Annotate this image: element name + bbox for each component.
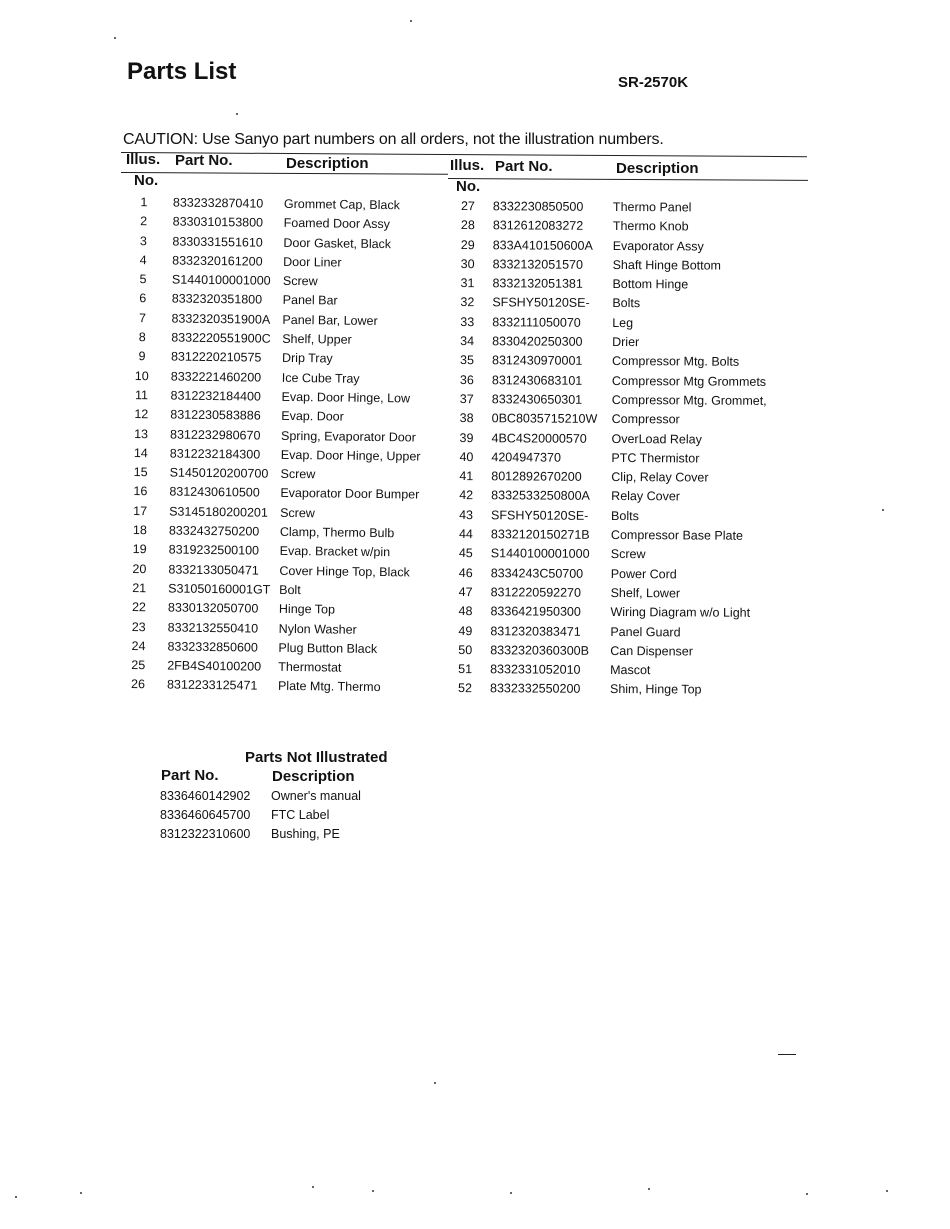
right-parts-list bbox=[452, 199, 767, 701]
part-number: 8336460645700 bbox=[160, 808, 251, 822]
illus-number: 25 bbox=[131, 658, 146, 673]
part-number: 0BC8035715210W bbox=[491, 411, 598, 427]
part-number: 8332120150271B bbox=[490, 527, 590, 542]
part-number: 8330420250300 bbox=[492, 334, 583, 349]
scan-speck bbox=[236, 113, 238, 115]
part-number: 8332132051570 bbox=[492, 257, 584, 272]
illus-number: 38 bbox=[459, 411, 474, 426]
part-description: Door Gasket, Black bbox=[283, 235, 392, 251]
illus-number: 20 bbox=[132, 561, 147, 576]
right-part-no-header: Part No. bbox=[495, 158, 553, 175]
scan-speck bbox=[312, 1186, 314, 1188]
part-description: Bushing, PE bbox=[271, 827, 340, 841]
scan-speck bbox=[410, 20, 412, 22]
part-number: 4BC4S20000570 bbox=[491, 430, 587, 446]
part-number: 8336460142902 bbox=[160, 789, 251, 803]
illus-number: 17 bbox=[133, 503, 148, 518]
scan-speck bbox=[886, 1190, 888, 1192]
part-description: Grommet Cap, Black bbox=[283, 196, 400, 213]
part-description: Hinge Top bbox=[278, 602, 336, 617]
part-description: Owner's manual bbox=[271, 789, 361, 803]
part-description: Screw bbox=[610, 547, 646, 562]
part-description: Relay Cover bbox=[611, 489, 681, 504]
right-illus-header: Illus. bbox=[450, 157, 485, 174]
part-description: Compressor Mtg. Bolts bbox=[611, 354, 740, 370]
part-description: Evap. Door bbox=[281, 409, 344, 424]
illus-number: 3 bbox=[139, 233, 147, 248]
part-description: Door Liner bbox=[283, 254, 342, 270]
part-number: 8312230583886 bbox=[170, 407, 261, 423]
part-description: Bolts bbox=[611, 508, 639, 523]
part-number: 8312322310600 bbox=[160, 827, 251, 841]
part-number: 2FB4S40100200 bbox=[167, 658, 262, 674]
part-description: OverLoad Relay bbox=[611, 431, 702, 447]
illus-number: 43 bbox=[459, 507, 474, 522]
part-number: S3145180200201 bbox=[169, 504, 268, 520]
part-number: 8332133050471 bbox=[168, 562, 259, 578]
scan-speck bbox=[882, 509, 884, 511]
illus-number: 11 bbox=[134, 388, 149, 403]
illus-number: 46 bbox=[458, 565, 473, 580]
part-number: 8319232500100 bbox=[168, 542, 260, 558]
illus-number: 23 bbox=[131, 619, 146, 634]
scan-speck bbox=[80, 1192, 82, 1194]
part-number: 8332320351800 bbox=[171, 291, 263, 308]
part-description: Shaft Hinge Bottom bbox=[612, 257, 722, 273]
part-description: Thermostat bbox=[278, 659, 342, 675]
illus-number: 12 bbox=[134, 407, 149, 422]
illus-number: 30 bbox=[460, 256, 475, 272]
part-description: Evaporator Assy bbox=[612, 238, 704, 254]
part-description: Ice Cube Tray bbox=[281, 370, 360, 386]
part-number: 8334243C50700 bbox=[490, 565, 584, 581]
part-number: SFSHY50120SE- bbox=[491, 507, 589, 523]
part-description: Screw bbox=[280, 505, 315, 521]
illus-number: 15 bbox=[133, 465, 148, 480]
left-no-header: No. bbox=[134, 172, 159, 189]
illus-number: 1 bbox=[140, 195, 148, 210]
part-description: Compressor Mtg. Grommet, bbox=[611, 392, 767, 408]
illus-number: 44 bbox=[458, 527, 473, 542]
scan-speck bbox=[114, 37, 116, 39]
part-number: 833A410150600A bbox=[492, 237, 593, 253]
part-description: Plug Button Black bbox=[278, 640, 378, 656]
part-number: 8312233125471 bbox=[166, 677, 258, 694]
part-number: 8312612083272 bbox=[492, 218, 584, 234]
part-description: Compressor bbox=[611, 412, 680, 427]
illus-number: 6 bbox=[139, 291, 147, 306]
part-number: 4204947370 bbox=[491, 450, 561, 465]
part-number: 8330310153800 bbox=[172, 214, 264, 230]
part-description: Thermo Knob bbox=[612, 219, 689, 234]
illus-number: 31 bbox=[460, 276, 475, 291]
part-number: 8330132050700 bbox=[167, 600, 259, 616]
part-description: PTC Thermistor bbox=[611, 450, 700, 466]
illus-number: 45 bbox=[458, 546, 473, 561]
illus-number: 14 bbox=[133, 445, 148, 461]
illus-number: 29 bbox=[460, 237, 475, 252]
illus-number: 19 bbox=[132, 542, 147, 557]
scan-speck bbox=[15, 1196, 17, 1198]
part-description: Plate Mtg. Thermo bbox=[277, 679, 381, 695]
left-illus-header: Illus. bbox=[126, 151, 161, 168]
left-parts-list bbox=[125, 195, 421, 697]
illus-number: 9 bbox=[138, 349, 146, 364]
part-number: 8312320383471 bbox=[490, 623, 581, 639]
scan-speck bbox=[434, 1082, 436, 1084]
part-number: 8332332850600 bbox=[167, 639, 258, 655]
part-number: SFSHY50120SE- bbox=[492, 295, 590, 311]
scan-speck bbox=[806, 1193, 808, 1195]
part-number: 8332332870410 bbox=[172, 195, 264, 211]
part-description: Bolts bbox=[612, 296, 641, 311]
part-description: Nylon Washer bbox=[278, 621, 357, 637]
part-description: Panel Bar bbox=[282, 293, 338, 309]
illus-number: 27 bbox=[460, 199, 475, 214]
part-number: 8312430683101 bbox=[491, 372, 583, 388]
part-description: Foamed Door Assy bbox=[283, 216, 391, 232]
part-description: Panel Guard bbox=[610, 624, 681, 639]
part-number: 8332221460200 bbox=[170, 369, 262, 385]
part-description: Wiring Diagram w/o Light bbox=[610, 605, 751, 621]
part-number: 8336421950300 bbox=[490, 604, 581, 620]
illus-number: 50 bbox=[458, 642, 473, 657]
illus-number: 39 bbox=[459, 430, 474, 445]
model-number: SR-2570K bbox=[618, 74, 689, 91]
part-number: S1440100001000 bbox=[171, 272, 271, 288]
not-illustrated-part-no-header: Part No. bbox=[161, 767, 219, 784]
illus-number: 8 bbox=[138, 330, 146, 345]
part-description: Panel Bar, Lower bbox=[282, 312, 378, 328]
right-no-header: No. bbox=[456, 178, 481, 195]
part-number: 8012892670200 bbox=[491, 469, 582, 484]
illus-number: 32 bbox=[460, 295, 475, 310]
part-number: 8332132051381 bbox=[492, 276, 583, 291]
part-description: Clamp, Thermo Bulb bbox=[279, 524, 395, 541]
page-title: Parts List bbox=[127, 58, 237, 85]
part-number: 8332332550200 bbox=[489, 681, 581, 697]
part-description: Clip, Relay Cover bbox=[611, 470, 709, 485]
part-number: 8332533250800A bbox=[491, 488, 590, 504]
header-rule-right bbox=[448, 178, 808, 181]
part-number: 8312220210575 bbox=[170, 349, 262, 365]
illus-number: 13 bbox=[134, 426, 149, 441]
caution-note: CAUTION: Use Sanyo part numbers on all orders, not the illustration numbers. bbox=[123, 131, 664, 148]
part-number: 8332230850500 bbox=[492, 199, 584, 214]
part-number: 8332331052010 bbox=[490, 662, 581, 677]
part-description: Shelf, Upper bbox=[282, 331, 352, 347]
part-description: Mascot bbox=[610, 663, 651, 678]
illus-number: 18 bbox=[132, 523, 147, 538]
part-description: Evap. Door Hinge, Low bbox=[281, 389, 411, 406]
part-number: 8332320161200 bbox=[172, 253, 263, 269]
part-description: Can Dispenser bbox=[610, 643, 693, 659]
illus-number: 49 bbox=[458, 623, 473, 638]
part-description: Evap. Door Hinge, Upper bbox=[280, 447, 421, 464]
part-description: Compressor Base Plate bbox=[610, 528, 744, 543]
part-number: 8312232184300 bbox=[169, 446, 261, 462]
part-number: 8332430650301 bbox=[491, 392, 583, 407]
part-description: Spring, Evaporator Door bbox=[280, 428, 416, 445]
part-number: 8312232980670 bbox=[169, 427, 261, 443]
illus-number: 7 bbox=[138, 310, 147, 325]
part-description: Bottom Hinge bbox=[612, 277, 689, 292]
illus-number: 2 bbox=[140, 214, 148, 229]
illus-number: 51 bbox=[458, 662, 473, 677]
part-number: 8312430610500 bbox=[169, 484, 260, 501]
part-number: 8312232184400 bbox=[170, 388, 262, 404]
right-description-header: Description bbox=[616, 160, 699, 177]
part-description: Screw bbox=[282, 274, 318, 289]
not-illustrated-description-header: Description bbox=[272, 768, 355, 785]
scan-speck bbox=[372, 1190, 374, 1192]
scan-speck bbox=[648, 1188, 650, 1190]
part-description: Bolt bbox=[279, 582, 301, 598]
part-number: 8332320360300B bbox=[490, 643, 590, 658]
illus-number: 34 bbox=[460, 334, 475, 349]
illus-number: 42 bbox=[459, 488, 474, 503]
illus-number: 47 bbox=[458, 584, 473, 600]
part-number: 8332132550410 bbox=[167, 620, 259, 636]
illus-number: 4 bbox=[139, 253, 147, 268]
part-description: Drip Tray bbox=[281, 351, 333, 366]
illus-number: 26 bbox=[130, 677, 146, 692]
part-description: Shim, Hinge Top bbox=[609, 682, 702, 697]
part-number: 8332432750200 bbox=[168, 523, 260, 539]
not-illustrated-title: Parts Not Illustrated bbox=[245, 749, 388, 766]
illus-number: 24 bbox=[131, 638, 146, 654]
part-number: S31050160001GT bbox=[168, 581, 271, 597]
part-description: Drier bbox=[612, 335, 640, 350]
part-number: S1440100001000 bbox=[490, 546, 590, 562]
part-description: Evaporator Door Bumper bbox=[280, 486, 420, 502]
scan-speck bbox=[510, 1192, 512, 1194]
part-description: Compressor Mtg Grommets bbox=[611, 373, 767, 389]
part-number: S1450120200700 bbox=[169, 465, 269, 481]
part-number: 8312220592270 bbox=[490, 585, 582, 600]
part-number: 8330331551610 bbox=[172, 234, 263, 250]
part-description: Evap. Bracket w/pin bbox=[279, 544, 391, 560]
part-description: Leg bbox=[612, 315, 634, 330]
illus-number: 16 bbox=[133, 484, 148, 499]
illus-number: 5 bbox=[139, 272, 147, 287]
illus-number: 33 bbox=[460, 314, 475, 329]
part-description: FTC Label bbox=[271, 808, 330, 822]
illus-number: 35 bbox=[460, 353, 475, 368]
left-part-no-header: Part No. bbox=[175, 152, 233, 169]
part-number: 8312430970001 bbox=[491, 353, 583, 369]
illus-number: 10 bbox=[134, 368, 149, 383]
illus-number: 28 bbox=[460, 218, 475, 233]
part-description: Thermo Panel bbox=[612, 199, 692, 215]
part-number: 8332320351900A bbox=[171, 311, 271, 327]
part-number: 8332111050070 bbox=[492, 315, 581, 330]
header-rule-left bbox=[121, 172, 448, 175]
illus-number: 36 bbox=[459, 372, 474, 387]
illus-number: 22 bbox=[131, 600, 147, 615]
illus-number: 21 bbox=[132, 580, 147, 596]
illus-number: 41 bbox=[459, 469, 474, 484]
part-description: Screw bbox=[280, 467, 316, 482]
illus-number: 52 bbox=[458, 681, 473, 696]
part-description: Shelf, Lower bbox=[610, 585, 681, 601]
scan-dash bbox=[778, 1054, 796, 1055]
illus-number: 37 bbox=[459, 392, 474, 407]
illus-number: 40 bbox=[459, 449, 474, 464]
part-description: Cover Hinge Top, Black bbox=[279, 563, 410, 580]
part-number: 8332220551900C bbox=[171, 330, 271, 346]
left-description-header: Description bbox=[286, 155, 369, 172]
illus-number: 48 bbox=[458, 604, 473, 619]
part-description: Power Cord bbox=[610, 566, 677, 582]
